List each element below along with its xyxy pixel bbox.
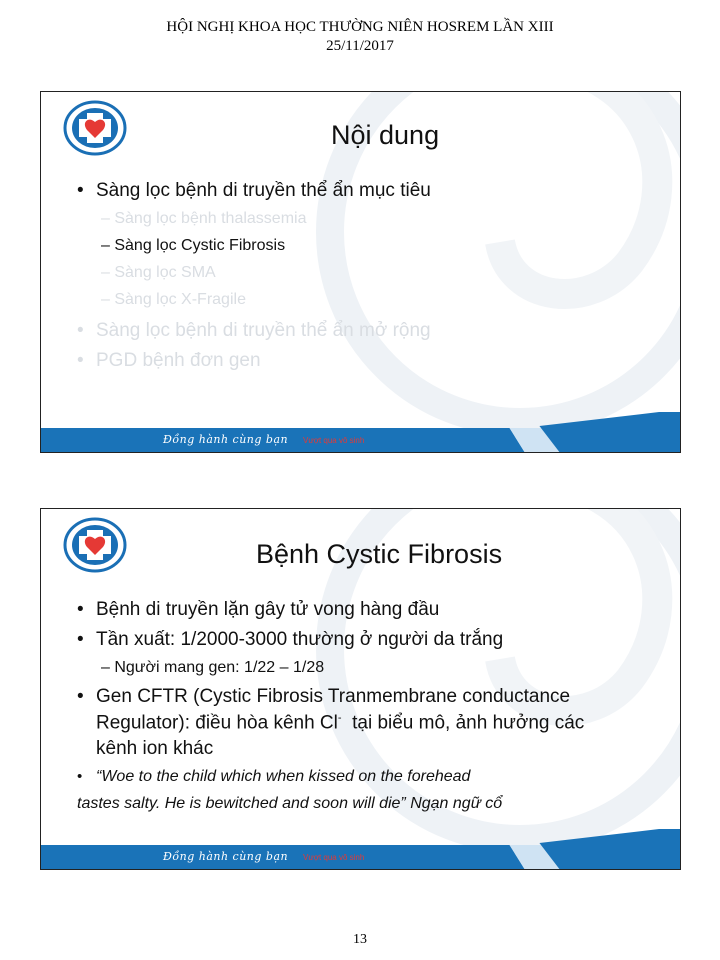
- bullet-item: PGD bệnh đơn gen: [96, 350, 261, 371]
- bullet-symbol: •: [77, 629, 84, 650]
- slide-1: [40, 91, 681, 453]
- bullet-item: Gen CFTR (Cystic Fibrosis Tranmembrane conductance: [96, 686, 571, 707]
- slide-title: Nội dung: [331, 120, 440, 150]
- page-number: 13: [353, 932, 367, 947]
- footer-subtext: Vượt qua vô sinh: [303, 436, 365, 445]
- quote-line: tastes salty. He is bewitched and soon will die” Ngạn ngữ cổ: [77, 795, 503, 812]
- hosrem-logo: [61, 517, 129, 573]
- bullet-symbol: •: [77, 599, 84, 620]
- footer-slogan: Đồng hành cùng bạn: [163, 850, 289, 863]
- slide-title: Bệnh Cystic Fibrosis: [256, 539, 503, 569]
- bullet-item: Bệnh di truyền lặn gây tử vong hàng đầu: [96, 599, 440, 620]
- footer-slogan: Đồng hành cùng bạn: [163, 433, 289, 446]
- bullet-symbol: •: [77, 768, 83, 785]
- sub-bullet-item: – Sàng lọc X-Fragile: [101, 291, 246, 308]
- conference-title: HỘI NGHỊ KHOA HỌC THƯỜNG NIÊN HOSREM LẦN XIII: [166, 19, 554, 35]
- footer-subtext: Vượt qua vô sinh: [303, 853, 365, 862]
- bullet-item-continued: kênh ion khác: [96, 738, 214, 759]
- page-header: [0, 18, 720, 56]
- bullet-symbol: •: [77, 320, 84, 341]
- quote-line: “Woe to the child which when kissed on the forehead: [96, 768, 471, 785]
- bullet-symbol: •: [77, 686, 84, 707]
- sub-bullet-item: – Người mang gen: 1/22 – 1/28: [101, 659, 325, 676]
- slide-2: [40, 508, 681, 870]
- bullet-item: Tần xuất: 1/2000-3000 thường ở người da trắng: [96, 629, 504, 650]
- bullet-symbol: •: [77, 350, 84, 371]
- footer-band: [41, 412, 680, 452]
- bullet-item: Sàng lọc bệnh di truyền thể ẩn mục tiêu: [96, 180, 431, 201]
- footer-band: [41, 829, 680, 869]
- hosrem-logo: [61, 100, 129, 156]
- sub-bullet-item: – Sàng lọc Cystic Fibrosis: [101, 237, 286, 254]
- sub-bullet-item: – Sàng lọc SMA: [101, 264, 216, 281]
- sub-bullet-item: – Sàng lọc bệnh thalassemia: [101, 210, 307, 227]
- bullet-item-continued: Regulator): điều hòa kênh Cl- tại biểu mô, ảnh hưởng các: [96, 712, 585, 734]
- conference-date: 25/11/2017: [326, 38, 394, 54]
- bullet-item: Sàng lọc bệnh di truyền thể ẩn mở rộng: [96, 320, 431, 341]
- bullet-symbol: •: [77, 180, 84, 201]
